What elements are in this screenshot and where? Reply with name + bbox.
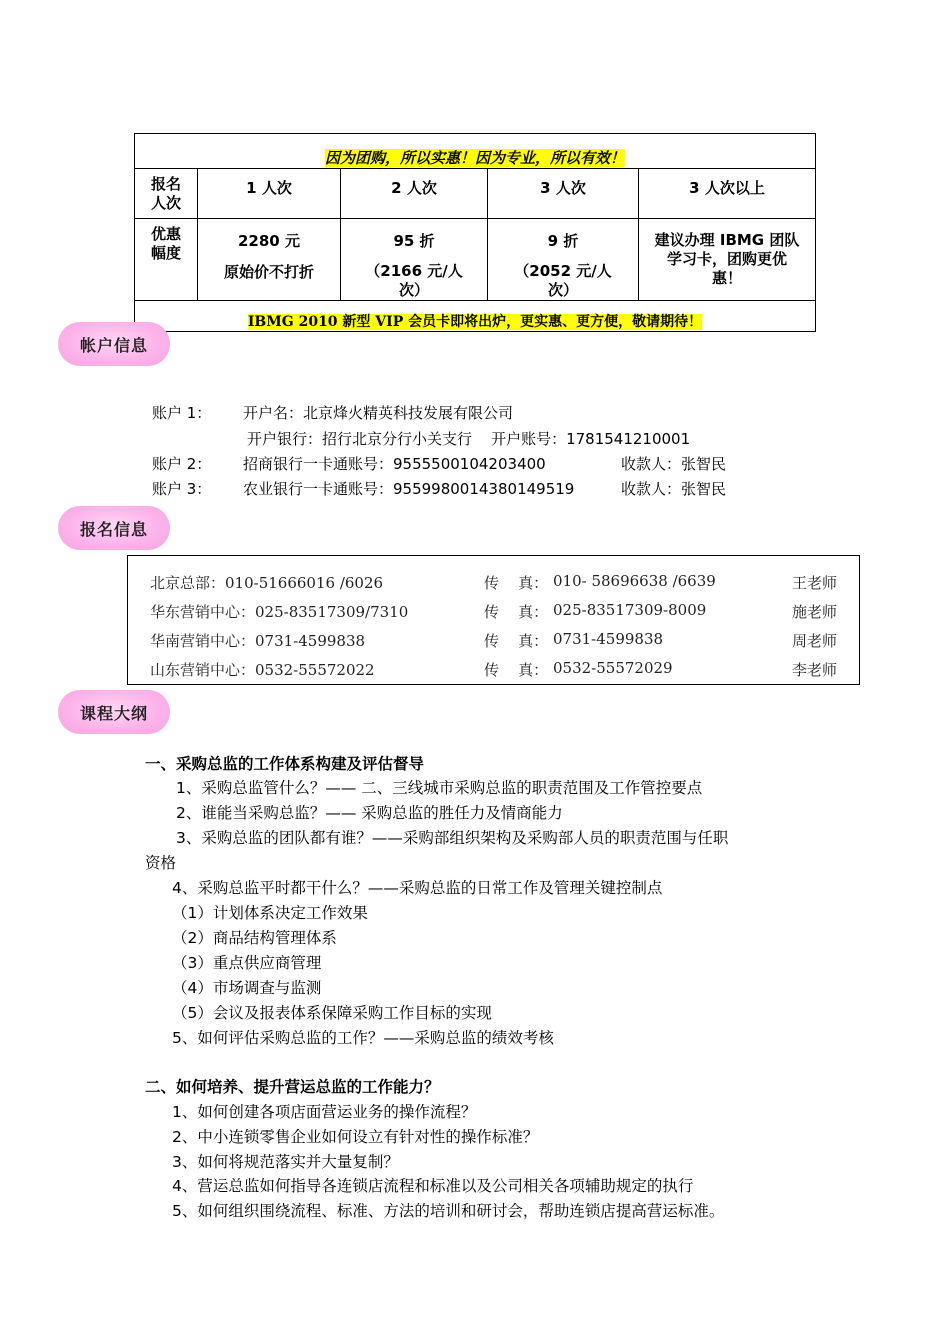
- price-cell-4: [639, 219, 816, 301]
- price-1-main: 2280 元: [238, 232, 300, 250]
- outline-item: 1、采购总监管什么？—— 二、三线城市采购总监的职责范围及工作管控要点: [176, 779, 703, 797]
- outline-item: 4、采购总监平时都干什么？——采购总监的日常工作及管理关键控制点: [172, 879, 663, 897]
- outline-item: 5、如何评估采购总监的工作？——采购总监的绩效考核: [172, 1029, 554, 1047]
- outline-item: 2、中小连锁零售企业如何设立有针对性的操作标准？: [172, 1128, 539, 1146]
- account-2-payee: 收款人：张智民: [621, 455, 727, 473]
- section-pill-outline: 课程大纲: [58, 690, 170, 734]
- outline-part2-title: 二、如何培养、提升营运总监的工作能力？: [145, 1078, 440, 1096]
- contact-office: 北京总部：010-51666016 /6026: [150, 574, 384, 592]
- contact-row: [128, 630, 859, 654]
- account-2-label: 账户 2：: [152, 455, 212, 473]
- contact-fax-label: 传 真：: [484, 632, 549, 650]
- account-1-bank: 开户银行：招行北京分行小关支行 开户账号：1781541210001: [247, 430, 691, 448]
- outline-item: 3、如何将规范落实并大量复制？: [172, 1153, 399, 1171]
- price-cell-2: [341, 219, 488, 301]
- contact-office: 华南营销中心：0731-4599838: [150, 632, 366, 650]
- price-cell-1: [198, 219, 341, 301]
- account-3-payee: 收款人：张智民: [621, 480, 727, 498]
- account-3-card: 农业银行一卡通账号：9559980014380149519: [243, 480, 575, 498]
- outline-item: 2、谁能当采购总监？—— 采购总监的胜任力及情商能力: [176, 804, 563, 822]
- contact-fax: 0532-55572029: [553, 659, 673, 677]
- contact-person: 施老师: [792, 603, 838, 621]
- price-2-note: （2166 元/人 次）: [365, 262, 463, 299]
- contact-fax: 0731-4599838: [553, 630, 664, 648]
- outline-part1-title: 一、采购总监的工作体系构建及评估督导: [145, 755, 425, 773]
- pricing-banner-text: 因为团购，所以实惠！因为专业，所以有效！: [324, 149, 625, 167]
- contact-fax-label: 传 真：: [484, 574, 549, 592]
- outline-item: 4、营运总监如何指导各连锁店流程和标准以及公司相关各项辅助规定的执行: [172, 1177, 694, 1195]
- account-1-name: 开户名：北京烽火精英科技发展有限公司: [243, 404, 514, 422]
- price-cell-3: [488, 219, 639, 301]
- outline-subitem: （2）商品结构管理体系: [172, 929, 337, 947]
- contact-person: 李老师: [792, 661, 838, 679]
- col-head-2: 2 人次: [341, 169, 488, 219]
- contact-person: 周老师: [792, 632, 838, 650]
- col-head-4: 3 人次以上: [639, 169, 816, 219]
- outline-subitem: （5）会议及报表体系保障采购工作目标的实现: [172, 1004, 492, 1022]
- pricing-footer-text: IBMG 2010 新型 VIP 会员卡即将出炉，更实惠、更方便，敬请期待！: [247, 314, 703, 330]
- outline-item: 5、如何组织围绕流程、标准、方法的培训和研讨会，帮助连锁店提高营运标准。: [172, 1202, 725, 1220]
- contact-fax: 025-83517309-8009: [553, 601, 707, 619]
- contact-fax-label: 传 真：: [484, 603, 549, 621]
- price-3-note: （2052 元/人 次）: [514, 262, 612, 299]
- contact-fax-label: 传 真：: [484, 661, 549, 679]
- outline-subitem: （3）重点供应商管理: [172, 954, 322, 972]
- outline-item: 资格: [145, 854, 177, 872]
- price-4-main: 建议办理 IBMG 团队 学习卡，团购更优 惠！: [654, 231, 800, 287]
- price-2-main: 95 折: [393, 232, 435, 250]
- pricing-banner: [135, 134, 816, 169]
- account-1-label: 账户 1：: [152, 404, 212, 422]
- price-1-note: 原始价不打折: [223, 263, 314, 281]
- contact-person: 王老师: [792, 574, 838, 592]
- section-pill-signup: 报名信息: [58, 506, 170, 550]
- row-label-count: 报名 人次: [135, 169, 198, 219]
- account-2-card: 招商银行一卡通账号：9555500104203400: [243, 455, 546, 473]
- contact-row: [128, 572, 859, 596]
- outline-item: 3、采购总监的团队都有谁？——采购部组织架构及采购部人员的职责范围与任职: [176, 829, 729, 847]
- col-head-1: 1 人次: [198, 169, 341, 219]
- section-pill-account: 帐户信息: [58, 322, 170, 366]
- row-label-discount: 优惠 幅度: [135, 219, 198, 301]
- outline-subitem: （1）计划体系决定工作效果: [172, 904, 368, 922]
- account-3-label: 账户 3：: [152, 480, 212, 498]
- contacts-box: [127, 555, 860, 685]
- outline-item: 1、如何创建各项店面营运业务的操作流程？: [172, 1103, 477, 1121]
- contact-fax: 010- 58696638 /6639: [553, 572, 716, 590]
- pricing-footer: [135, 301, 816, 332]
- contact-office: 山东营销中心：0532-55572022: [150, 661, 375, 679]
- pricing-table: [134, 133, 816, 332]
- contact-office: 华东营销中心：025-83517309/7310: [150, 603, 409, 621]
- contact-row: [128, 601, 859, 625]
- price-3-main: 9 折: [547, 232, 579, 250]
- col-head-3: 3 人次: [488, 169, 639, 219]
- contact-row: [128, 659, 859, 683]
- outline-subitem: （4）市场调查与监测: [172, 979, 322, 997]
